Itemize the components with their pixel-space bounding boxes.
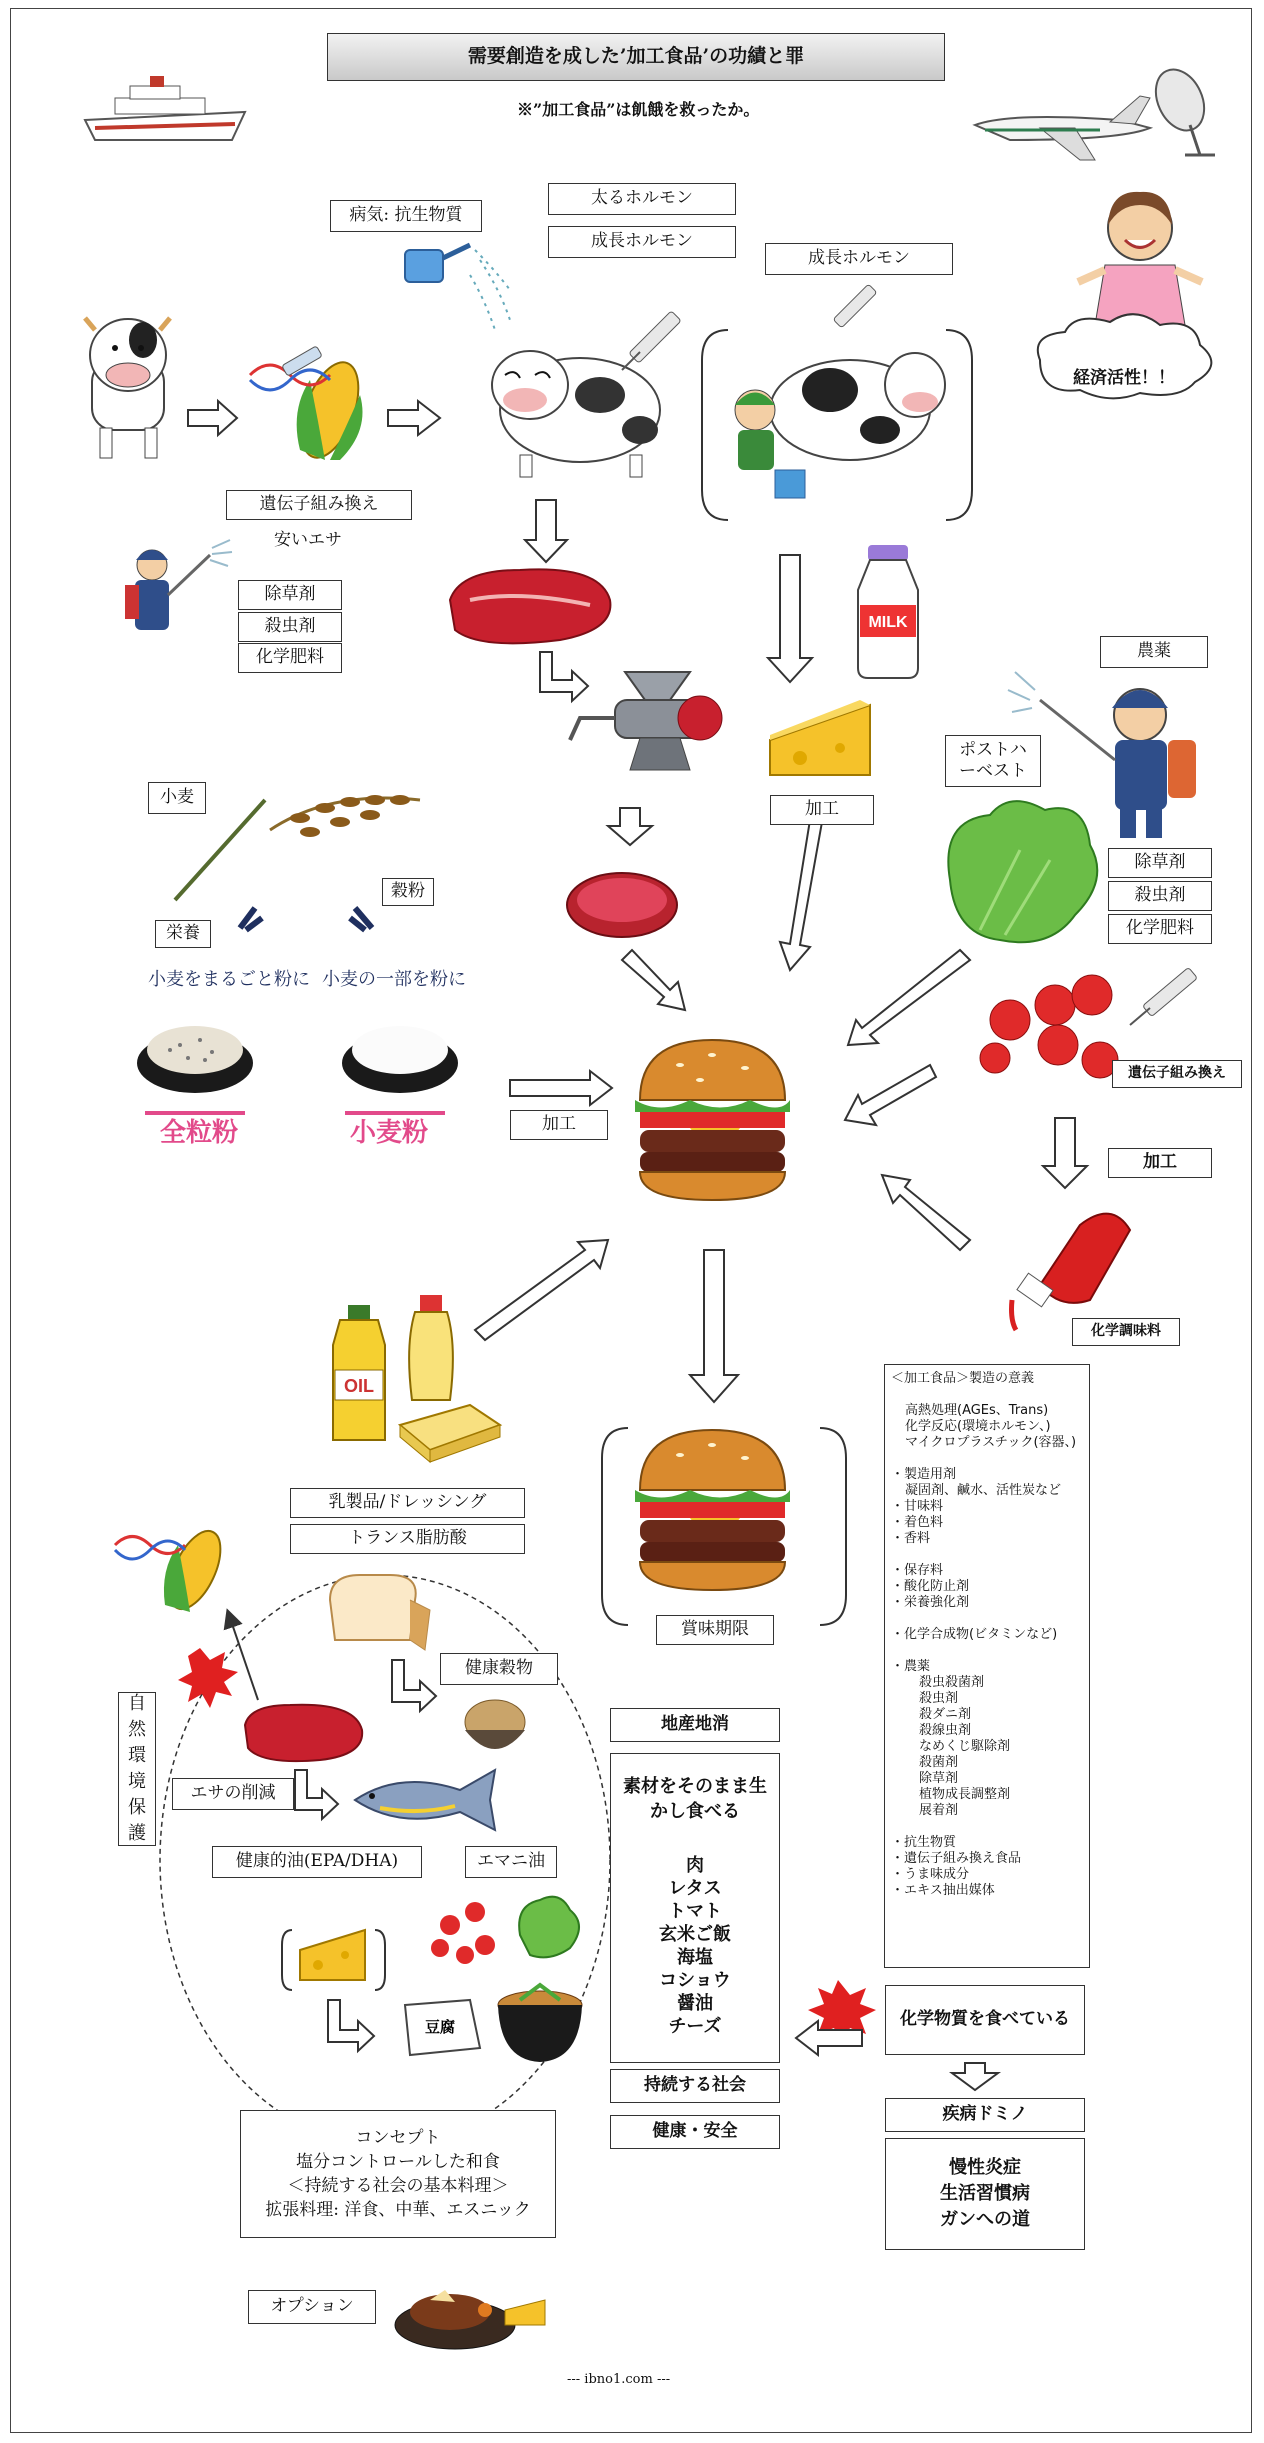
raw-food-item: 海塩 <box>677 1947 713 1968</box>
label-chemical-seasoning: 化学調味料 <box>1072 1318 1180 1346</box>
disease-item: ガンへの道 <box>940 2209 1030 2230</box>
arrow-down-tomato <box>1043 1118 1087 1188</box>
page-title: 需要創造を成した’加工食品’の功績と罪 <box>327 33 945 81</box>
label-health-safety: 健康・安全 <box>610 2115 780 2149</box>
label-disease-antibiotics: 病気: 抗生物質 <box>330 200 482 232</box>
fish-icon <box>355 1770 495 1830</box>
woman-icon <box>1078 192 1202 325</box>
label-disease-domino: 疾病ドミノ <box>885 2098 1085 2132</box>
note-line: なめくじ駆除剤 <box>919 1739 1011 1754</box>
label-cheap-feed: 安いエサ <box>274 530 342 550</box>
airplane-icon <box>975 96 1150 160</box>
note-line <box>891 1547 1083 1563</box>
concept-line-2: 塩分コントロールした和食 <box>296 2152 500 2172</box>
note-line: ・抗生物質 <box>891 1835 957 1850</box>
satellite-dish-icon <box>1147 62 1215 155</box>
arrow-line <box>228 1612 258 1700</box>
label-healthy-oil: 健康的油(EPA/DHA) <box>212 1846 422 1878</box>
raw-food-item: レタス <box>668 1878 722 1899</box>
note-line: マイクロプラスチック(容器、) <box>905 1435 1077 1450</box>
note-line: ＜加工食品＞製造の意義 <box>891 1371 1035 1386</box>
label-local: 地産地消 <box>610 1708 780 1742</box>
disease-list-box <box>885 2138 1085 2250</box>
arrow-bend-bread <box>392 1660 436 1711</box>
cheese-icon <box>770 700 870 775</box>
watering-can-icon <box>405 245 510 330</box>
label-expiry: 賞味期限 <box>656 1615 774 1645</box>
milk-label: MILK <box>868 614 908 631</box>
label-flour: 小麦粉 <box>350 1118 429 1148</box>
note-line: ・甘味料 <box>891 1499 944 1514</box>
arrow-bend-cheese <box>328 2000 374 2051</box>
concept-line-4: 拡張料理: 洋食、中華、エスニック <box>265 2200 531 2220</box>
label-economy: 経済活性！！ <box>1073 368 1175 388</box>
label-egoma-oil: エマニ油 <box>465 1846 557 1878</box>
arrow-right-flour <box>510 1071 612 1105</box>
label-insecticide-2: 殺虫剤 <box>1108 881 1212 911</box>
raw-food-item: 玄米ご飯 <box>659 1924 731 1945</box>
label-option: オプション <box>248 2290 376 2324</box>
milk-bottle-icon <box>858 545 918 678</box>
steak-icon <box>245 1705 362 1761</box>
ship-icon <box>85 76 245 140</box>
label-trans-fat: トランス脂肪酸 <box>290 1524 525 1554</box>
note-line: ・遺伝子組み換え食品 <box>891 1851 1022 1866</box>
label-wheat: 小麦 <box>148 782 206 814</box>
cow-icon <box>85 318 170 458</box>
grain-bowl-icon <box>465 1700 525 1749</box>
gmo-corn-icon <box>250 346 370 465</box>
label-chemical-eating: 化学物質を食べている <box>885 1985 1085 2055</box>
lettuce-small-icon <box>519 1897 579 1958</box>
note-line <box>891 1819 1083 1835</box>
hamburg-steak-icon <box>395 2290 545 2349</box>
arrow-down-domino <box>952 2063 998 2090</box>
spraying-farmer-icon <box>125 540 232 630</box>
raw-food-item: コショウ <box>659 1970 731 1991</box>
raw-food-title: 素材をそのまま生かし食べる <box>623 1776 767 1822</box>
note-line: 殺菌剤 <box>919 1755 959 1770</box>
label-fat-hormone: 太るホルモン <box>548 183 736 215</box>
disease-item: 慢性炎症 <box>949 2157 1021 2178</box>
note-line: ・エキス抽出媒体 <box>891 1883 995 1898</box>
label-wheat-whole: 小麦をまるごと粉に <box>148 969 310 990</box>
arrow-down-small <box>608 808 652 845</box>
meat-grinder-icon <box>570 672 722 770</box>
cherry-tomatoes-icon <box>431 1902 495 1964</box>
label-nutrition: 栄養 <box>155 920 211 948</box>
bread-icon <box>330 1575 430 1650</box>
label-fertilizer: 化学肥料 <box>238 643 342 673</box>
burst-icon <box>178 1648 238 1708</box>
arrow-down-burger <box>690 1250 738 1402</box>
label-post-harvest: ポストハーベスト <box>945 735 1041 787</box>
meat-icon <box>450 569 610 643</box>
raw-food-item: トマト <box>668 1901 722 1922</box>
note-line: 殺虫殺菌剤 <box>919 1675 985 1690</box>
concept-line-3: ＜持続する社会の基本料理＞ <box>287 2176 509 2196</box>
label-insecticide: 殺虫剤 <box>238 612 342 642</box>
label-herbicide-2: 除草剤 <box>1108 848 1212 878</box>
note-line: ・保存料 <box>891 1563 944 1578</box>
label-growth-hormone: 成長ホルモン <box>548 226 736 258</box>
concept-line-1: コンセプト <box>355 2128 441 2148</box>
label-flour-kind: 穀粉 <box>382 878 434 906</box>
cow-with-syringe-icon <box>492 311 681 477</box>
tofu-label: 豆腐 <box>424 2018 456 2036</box>
note-line: 高熱処理(AGEs、Trans) <box>905 1403 1049 1418</box>
note-line: 植物成長調整剤 <box>919 1787 1011 1802</box>
disease-item: 生活習慣病 <box>940 2183 1030 2204</box>
oil-label: OIL <box>344 1376 374 1396</box>
gmo-corn-small-icon <box>115 1523 231 1616</box>
note-line <box>891 1643 1083 1659</box>
label-whole-grain-flour: 全粒粉 <box>160 1118 239 1148</box>
note-line: 殺線虫剤 <box>919 1723 972 1738</box>
raw-food-list <box>611 1854 779 2038</box>
label-healthy-grain: 健康穀物 <box>440 1653 558 1685</box>
note-line: 殺ダニ剤 <box>919 1707 972 1722</box>
raw-food-item: チーズ <box>668 2016 722 2037</box>
arrow-down-long <box>768 555 812 682</box>
lettuce-icon <box>948 801 1097 942</box>
label-gmo-tomato: 遺伝子組み換え <box>1112 1060 1242 1088</box>
label-fertilizer-2: 化学肥料 <box>1108 914 1212 944</box>
concept-box <box>240 2110 556 2238</box>
note-line: 凝固剤、鹹水、活性炭など <box>905 1483 1062 1498</box>
note-line: ・着色料 <box>891 1515 944 1530</box>
note-line: ・農薬 <box>891 1659 931 1674</box>
footer: --- ibno1.com --- <box>567 2372 671 2387</box>
note-line: ・栄養強化剤 <box>891 1595 970 1610</box>
label-nature: 自然環境保護 <box>118 1692 156 1846</box>
label-processing-cheese: 加工 <box>770 795 874 825</box>
raw-food-item: 肉 <box>686 1855 704 1876</box>
label-processing-tomato: 加工 <box>1108 1148 1212 1178</box>
ketchup-bottle-icon <box>1012 1214 1131 1330</box>
note-line <box>891 1451 1083 1467</box>
note-line: ・酸化防止剤 <box>891 1579 970 1594</box>
hamburger-icon <box>635 1040 790 1200</box>
note-line <box>891 1611 1083 1627</box>
subtitle: ※”加工食品”は飢餓を救ったか。 <box>517 100 760 119</box>
note-line: 展着剤 <box>919 1803 959 1818</box>
note-line: ・化学合成物(ビタミンなど) <box>891 1627 1058 1642</box>
label-growth-hormone-dairy: 成長ホルモン <box>765 243 953 275</box>
label-dairy-dressing: 乳製品/ドレッシング <box>290 1488 525 1518</box>
label-sustainable: 持続する社会 <box>610 2069 780 2103</box>
raw-food-item: 醤油 <box>677 1993 713 2014</box>
note-line: ・香料 <box>891 1531 931 1546</box>
label-processing-flour: 加工 <box>510 1110 608 1140</box>
cheese-small-icon <box>300 1930 365 1980</box>
note-line: 除草剤 <box>919 1771 959 1786</box>
note-line: ・うま味成分 <box>891 1867 970 1882</box>
note-line: 殺虫剤 <box>919 1691 959 1706</box>
arrow-bend <box>540 652 588 701</box>
miso-soup-icon <box>498 1985 582 2062</box>
note-line <box>891 1387 1083 1403</box>
farmer-milking-cow-icon <box>735 284 945 498</box>
ground-meat-icon <box>567 873 677 937</box>
label-wheat-part: 小麦の一部を粉に <box>322 969 466 990</box>
note-line: 化学反応(環境ホルモン、) <box>905 1419 1051 1434</box>
arrow-bend-feed <box>295 1770 338 1819</box>
note-line: ・製造用剤 <box>891 1467 957 1482</box>
raw-food-box <box>610 1753 780 2063</box>
arrow-down <box>525 500 567 562</box>
processed-food-notes <box>884 1364 1090 1968</box>
label-pesticide: 農薬 <box>1100 636 1208 668</box>
label-gmo: 遺伝子組み換え <box>226 490 412 520</box>
label-herbicide: 除草剤 <box>238 580 342 610</box>
label-feed-reduction: エサの削減 <box>172 1778 294 1810</box>
expiry-hamburger-icon <box>635 1430 790 1590</box>
